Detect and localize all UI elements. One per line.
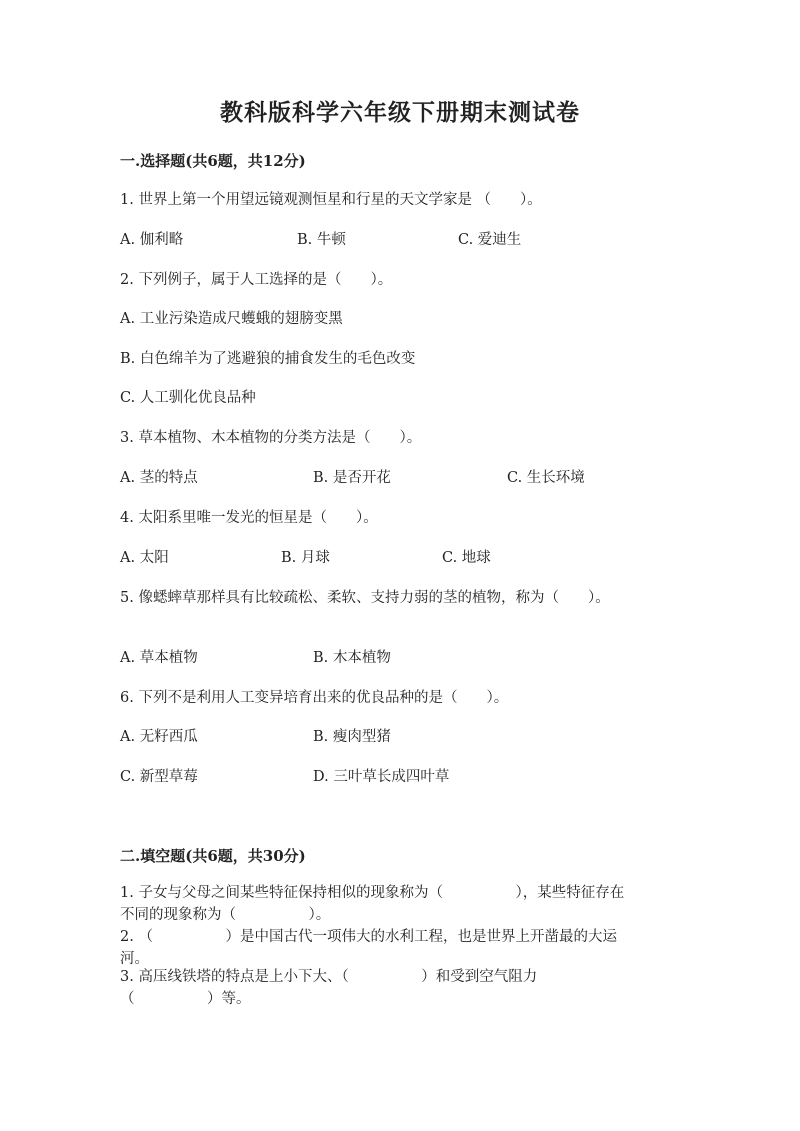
question-3: 3. 草本植物、木本植物的分类方法是（ ）。 — [120, 430, 422, 446]
question-1: 1. 世界上第一个用望远镜观测恒星和行星的天文学家是 （ ）。 — [120, 192, 542, 208]
q2-option-a: A. 工业污染造成尺蠖蛾的翅膀变黑 — [120, 311, 343, 327]
question-4: 4. 太阳系里唯一发光的恒星是（ ）。 — [120, 510, 378, 526]
fill-question-1 — [120, 882, 624, 926]
q1-option-b: B. 牛顿 — [297, 232, 346, 248]
question-5: 5. 像蟋蟀草那样具有比较疏松、柔软、支持力弱的茎的植物，称为（ ）。 — [120, 590, 610, 606]
fill-question-3-line2: （ ）等。 — [120, 991, 251, 1007]
q5-option-a: A. 草本植物 — [120, 650, 198, 666]
q4-option-a: A. 太阳 — [120, 550, 169, 566]
q3-option-b: B. 是否开花 — [313, 470, 391, 486]
q1-option-a: A. 伽利略 — [120, 232, 184, 248]
fill-question-1-line1: 1. 子女与父母之间某些特征保持相似的现象称为（ ），某些特征存在 — [120, 885, 625, 901]
q2-option-c: C. 人工驯化优良品种 — [120, 390, 256, 406]
fill-question-2 — [120, 926, 617, 970]
page-title: 教科版科学六年级下册期末测试卷 — [220, 99, 580, 126]
fill-question-2-line2: 河。 — [120, 951, 149, 967]
question-6: 6. 下列不是利用人工变异培育出来的优良品种的是（ ）。 — [120, 690, 509, 706]
q3-option-a: A. 茎的特点 — [120, 470, 198, 486]
q6-option-d: D. 三叶草长成四叶草 — [313, 769, 450, 785]
q2-option-b: B. 白色绵羊为了逃避狼的捕食发生的毛色改变 — [120, 351, 416, 367]
q4-option-c: C. 地球 — [442, 550, 491, 566]
q1-option-c: C. 爱迪生 — [458, 232, 522, 248]
fill-question-1-line2: 不同的现象称为（ ）。 — [120, 907, 331, 923]
question-2: 2. 下列例子，属于人工选择的是（ ）。 — [120, 272, 393, 288]
fill-question-2-line1: 2. （ ）是中国古代一项伟大的水利工程，也是世界上开凿最的大运 — [120, 929, 617, 945]
q6-option-b: B. 瘦肉型猪 — [313, 729, 391, 745]
q5-option-b: B. 木本植物 — [313, 650, 391, 666]
section-heading-choice: 一.选择题(共6题，共12分) — [120, 152, 306, 170]
fill-question-3-line1: 3. 高压线铁塔的特点是上小下大、（ ）和受到空气阻力 — [120, 969, 538, 985]
q4-option-b: B. 月球 — [281, 550, 330, 566]
fill-question-3 — [120, 966, 537, 1010]
section-heading-fill: 二.填空题(共6题，共30分) — [120, 847, 306, 865]
q6-option-a: A. 无籽西瓜 — [120, 729, 198, 745]
q3-option-c: C. 生长环境 — [507, 470, 585, 486]
q6-option-c: C. 新型草莓 — [120, 769, 198, 785]
